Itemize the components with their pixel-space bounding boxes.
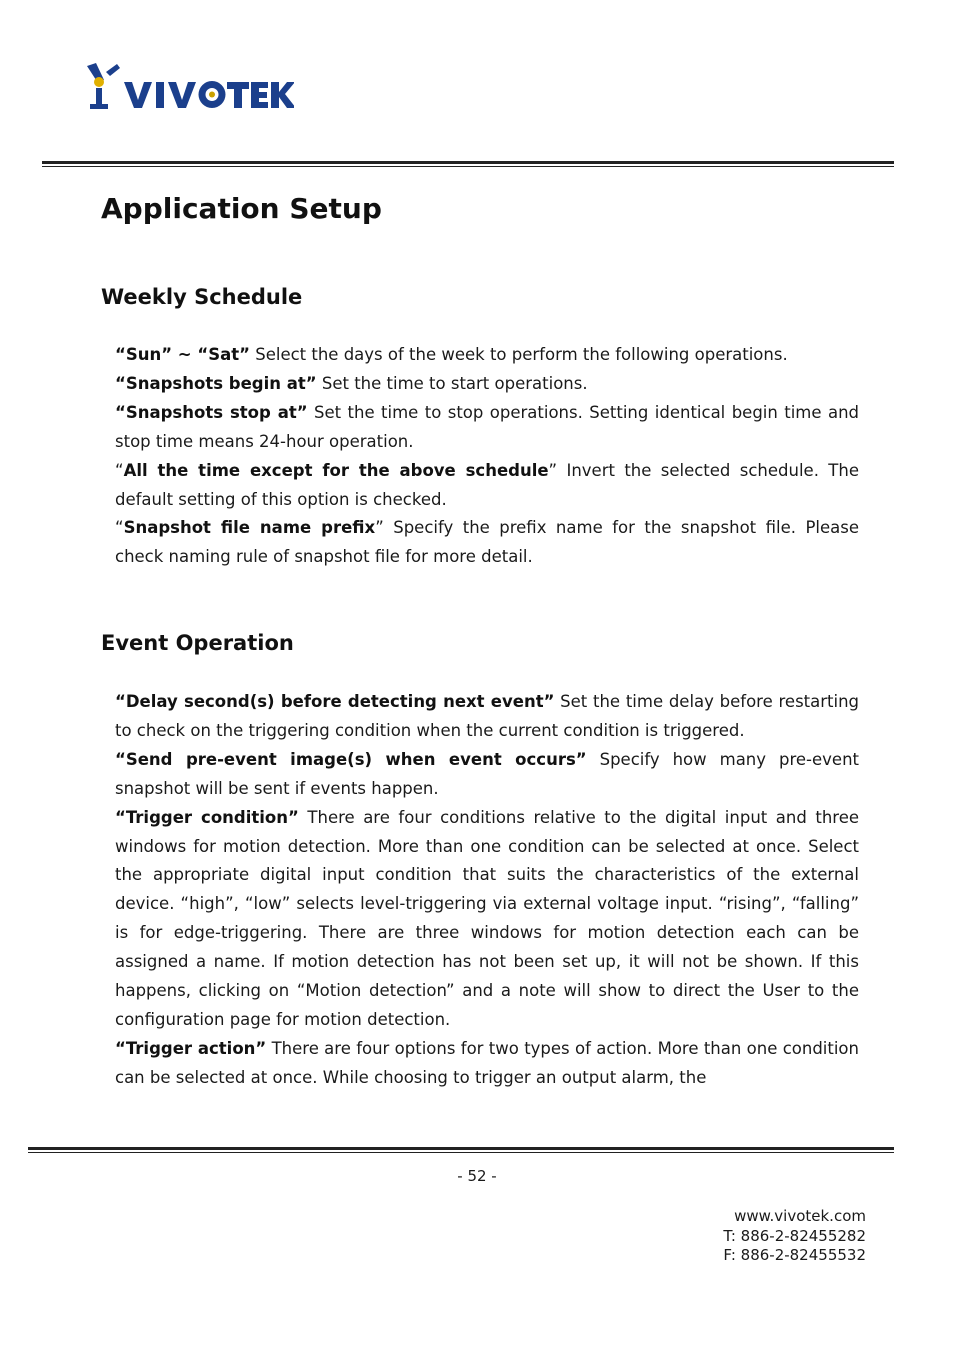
- fax-number: F: 886-2-82455532: [723, 1246, 866, 1264]
- page-number: - 52 -: [457, 1167, 497, 1185]
- paragraph: [115, 1035, 859, 1093]
- website-link[interactable]: www.vivotek.com: [734, 1207, 866, 1225]
- paragraph: [115, 341, 859, 370]
- phone-number: T: 886-2-82455282: [723, 1226, 866, 1245]
- paragraph: [115, 370, 859, 399]
- description: Set the time to stop operations. Setting identical begin time and stop time means 24-hour operation.: [115, 402, 859, 451]
- term: All the time except for the above schedule: [123, 460, 549, 480]
- term: “Send pre-event image(s) when event occurs”: [115, 749, 587, 769]
- header-rule: [42, 161, 894, 167]
- term: Snapshot file name prefix: [123, 518, 376, 538]
- contact-info: [723, 1207, 866, 1266]
- description: There are four conditions relative to the digital input and three windows for motion detection. More than one condition can be selected at once. Select the appropriate digital input condition that suits the characteristics of the external device. “high”, “low” selects level-triggering via external voltage input. “rising”, “falling” is for edge-triggering. There are three windows for motion detection each can be assigned a name. If motion detection has not been set up, it will not be shown. If this happens, clicking on “Motion detection” and a note will show to direct the User to the configuration page for motion detection.: [115, 807, 860, 1029]
- term: “Trigger condition”: [115, 807, 299, 827]
- weekly-schedule-body: [115, 341, 859, 572]
- term: “Snapshots stop at”: [115, 402, 308, 422]
- page-title: Application Setup: [101, 192, 382, 225]
- term: “Sun” ~ “Sat”: [115, 345, 250, 364]
- paragraph: [115, 804, 859, 1035]
- paragraph: “All the time except for the above schedule” Invert the selected schedule. The default setting of this option is checked.: [115, 460, 859, 509]
- paragraph: [115, 399, 859, 457]
- footer-rule: [28, 1147, 894, 1153]
- description: There are four options for two types of action. More than one condition can be selected at once. While choosing to trigger an output alarm, the: [115, 1038, 859, 1087]
- description: Set the time delay before restarting to check on the triggering condition when the current condition is triggered.: [115, 692, 860, 740]
- term: “Snapshots begin at”: [115, 373, 317, 393]
- vivotek-logo: [84, 60, 294, 116]
- term: “Delay second(s) before detecting next event”: [115, 692, 555, 711]
- section-heading-weekly-schedule: Weekly Schedule: [101, 285, 303, 309]
- paragraph: “Snapshot file name prefix” Specify the prefix name for the snapshot file. Please check naming rule of snapshot file for more detail.: [115, 518, 860, 567]
- description: Select the days of the week to perform the following operations.: [249, 345, 788, 364]
- paragraph: [115, 688, 859, 746]
- term: “Trigger action”: [115, 1038, 267, 1058]
- description: Specify the prefix name for the snapshot file. Please check naming rule of snapshot file for more detail.: [115, 518, 860, 567]
- section-heading-event-operation: Event Operation: [101, 631, 294, 655]
- description: Invert the selected schedule. The default setting of this option is checked.: [115, 460, 859, 509]
- description: Specify how many pre-event snapshot will be sent if events happen.: [115, 749, 859, 798]
- event-operation-body: [115, 688, 859, 1093]
- paragraph: [115, 746, 859, 804]
- description: Set the time to start operations.: [316, 373, 588, 393]
